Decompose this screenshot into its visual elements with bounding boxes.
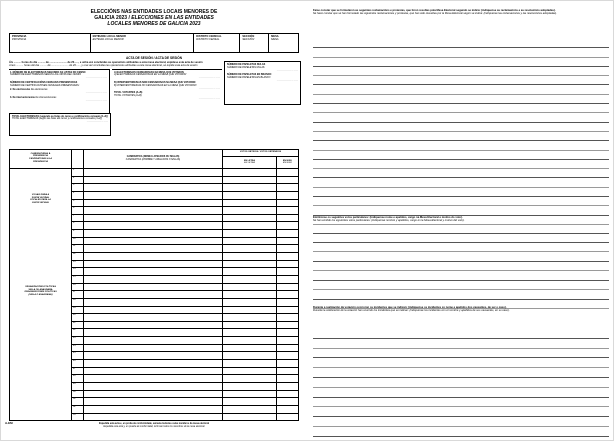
ballots-box: [224, 61, 301, 105]
row-number: 27: [72, 368, 84, 375]
ruled-line[interactable]: [313, 388, 609, 398]
votes-letters-cell[interactable]: [223, 169, 277, 176]
votes-letters-cell[interactable]: [223, 291, 277, 298]
page-title: [29, 9, 279, 28]
candidate-name-cell[interactable]: [84, 398, 223, 405]
votes-number-cell[interactable]: [277, 322, 298, 329]
votes-number-cell[interactable]: [277, 276, 298, 283]
table-row: [72, 406, 298, 414]
ruled-line[interactable]: [313, 132, 609, 141]
section-labels-column: [10, 169, 72, 420]
row-number: 14: [72, 268, 84, 275]
votes-letters-header-cell: EN LETRA EN LETRA: [223, 157, 277, 168]
ruled-line[interactable]: [313, 252, 609, 262]
votes-number-cell[interactable]: [277, 291, 298, 298]
row-number: 25: [72, 352, 84, 359]
provincia-field[interactable]: PROVINCIA PROVINCIA: [10, 34, 91, 52]
ruled-line[interactable]: [313, 378, 609, 388]
particular-votes-write-in-lines: [313, 233, 609, 309]
table-row: [72, 307, 298, 315]
votes-letters-cell[interactable]: [223, 276, 277, 283]
table-row: [72, 276, 298, 284]
candidate-name-cell[interactable]: [84, 245, 223, 252]
votes-number-cell[interactable]: [277, 368, 298, 375]
candidate-name-cell[interactable]: [84, 291, 223, 298]
votes-number-cell[interactable]: [277, 337, 298, 344]
votes-number-cell[interactable]: [277, 177, 298, 184]
votes-letters-cell[interactable]: [223, 238, 277, 245]
votes-letters-cell[interactable]: [223, 375, 277, 382]
table-row: [72, 169, 298, 177]
votes-number-cell[interactable]: [277, 245, 298, 252]
incidents-write-in-lines: [313, 329, 609, 437]
votes-number-cell[interactable]: [277, 375, 298, 382]
table-row: [72, 314, 298, 322]
ruled-line[interactable]: [313, 368, 609, 378]
votes-number-cell[interactable]: [277, 299, 298, 306]
section3-label: ORGANIZACIÓNS POLÍTICAS SIGLA OU ANAGRAMA ORGANIZACIONES POLÍTICAS (SIGLA O ANAGRAMA): [24, 286, 57, 297]
candidate-name-cell[interactable]: [84, 299, 223, 306]
row-number: 5: [72, 200, 84, 207]
votes-letters-cell[interactable]: [223, 345, 277, 352]
votes-letters-cell[interactable]: [223, 230, 277, 237]
claims-write-in-lines: [313, 39, 609, 234]
votes-letters-cell[interactable]: [223, 299, 277, 306]
electors-certs-item: 2. De electores/as De electores/as ....................: [10, 88, 107, 95]
total-voters-item: TOTAL VOTANTES (A+B) TOTAL VOTANTES (A+B) ....................: [114, 91, 220, 100]
ruled-line[interactable]: [313, 290, 609, 300]
row-number: 20: [72, 314, 84, 321]
candidate-name-cell[interactable]: [84, 284, 223, 291]
row-number: 4: [72, 192, 84, 199]
votes-number-cell[interactable]: [277, 406, 298, 413]
votes-letters-cell[interactable]: [223, 329, 277, 336]
distrito-field[interactable]: DISTRITO CENSUAL DISTRITO CENSAL: [194, 34, 240, 52]
acta-sesion-page: [7, 9, 301, 437]
votes-letters-cell[interactable]: [223, 284, 277, 291]
table-row: [72, 337, 298, 345]
votes-letters-cell[interactable]: [223, 406, 277, 413]
candidate-name-cell[interactable]: [84, 322, 223, 329]
ruled-line[interactable]: [313, 398, 609, 408]
table-row: [72, 200, 298, 208]
row-number: 15: [72, 276, 84, 283]
votes-number-cell[interactable]: [277, 360, 298, 367]
votes-number-cell[interactable]: [277, 345, 298, 352]
ruled-line[interactable]: [313, 67, 609, 76]
ruled-line[interactable]: [313, 58, 609, 67]
votes-number-cell[interactable]: [277, 398, 298, 405]
votes-number-cell[interactable]: [277, 253, 298, 260]
row-number: 19: [72, 307, 84, 314]
ruled-line[interactable]: [313, 339, 609, 349]
candidate-name-cell[interactable]: [84, 169, 223, 176]
votes-number-cell[interactable]: [277, 352, 298, 359]
total-electors-box: TOTAL ELECTORES/AS (segundo as listas do censo e certificacións censuais (1+2)) TOTAL ELECTORES/AS (según las listas del censo y certificaciones censales (1+2)) ....................: [9, 113, 111, 136]
table-row: [72, 230, 298, 238]
row-number: 32: [72, 406, 84, 413]
ruled-line[interactable]: [313, 233, 609, 243]
table-row: [72, 192, 298, 200]
table-row: [72, 391, 298, 399]
row-number: 3: [72, 184, 84, 191]
certifications-heading: NÚMERO DE CERTIFICACIÓNS CENSUAIS PRESENTADAS NÚMERO DE CERTIFICACIONES CENSALES PRESENTADAS:: [10, 80, 80, 87]
row-number: 17: [72, 291, 84, 298]
votes-number-header-cell: EN NÚM. EN NÚM.: [282, 159, 293, 165]
ruled-line[interactable]: [313, 95, 609, 104]
claims-paragraph: Faise constar que se formularon as seguintes reclamacións e protestas, que foron resoltas pola Mesa Electoral segundo se indica: (indíquense as reclamacións e as resolucións adoptadas). Se hace constar que se han formulado las siguientes reclamaciones y protestas, que han sido resueltas por la Mesa Electoral según se indica: (indíquense las reclamaciones y las resoluciones adoptadas).: [313, 9, 557, 16]
table-row: [72, 329, 298, 337]
votes-number-cell[interactable]: [277, 230, 298, 237]
row-number: 26: [72, 360, 84, 367]
row-number: 2: [72, 177, 84, 184]
ruled-line[interactable]: [313, 48, 609, 57]
ruled-line[interactable]: [313, 271, 609, 281]
votes-number-cell[interactable]: [277, 238, 298, 245]
ruled-line[interactable]: [313, 197, 609, 206]
ruled-line[interactable]: [313, 123, 609, 132]
table-row: [72, 375, 298, 383]
votes-letters-cell[interactable]: [223, 184, 277, 191]
votes-header-group: [223, 150, 298, 168]
ruled-line[interactable]: [313, 329, 609, 339]
ruled-line[interactable]: [313, 358, 609, 368]
table-row: [72, 398, 298, 406]
particular-votes-paragraph: Emitíronse os seguintes votos particulares: (indíquense nome e apelidos, cargo na Mesa Electoral e motivo do voto). Se han emitido los siguientes votos particulares: (indíquense nombre y apellidos, cargo en la Mesa Electoral y motivo del voto).: [313, 216, 465, 223]
votes-letters-cell[interactable]: [223, 200, 277, 207]
voters-counts-block: [112, 69, 222, 113]
ruled-line[interactable]: [313, 113, 609, 122]
candidate-name-cell[interactable]: [84, 261, 223, 268]
table-row: [72, 383, 298, 391]
row-number: 28: [72, 375, 84, 382]
candidate-name-cell[interactable]: [84, 352, 223, 359]
ruled-line[interactable]: [313, 39, 609, 48]
votes-number-cell[interactable]: [277, 184, 298, 191]
ruled-line[interactable]: [313, 160, 609, 169]
row-number: 10: [72, 238, 84, 245]
votes-number-cell[interactable]: [277, 284, 298, 291]
row-number-header-cell: [72, 150, 84, 168]
candidate-name-cell[interactable]: [84, 177, 223, 184]
fill-in-line[interactable]: ....................: [85, 76, 107, 80]
seccion-field[interactable]: SECCIÓN SECCIÓN: [240, 34, 269, 52]
ruled-line[interactable]: [313, 427, 609, 437]
row-number: 8: [72, 222, 84, 229]
intro-paragraph: Á/s .......... horas do día .......... de ........................ de 20......, e unha vez concluídas as operacións atribuídas a esta mesa electoral, expídese esta acta de sesión A la/s .......... horas del día .......... de ........................ de 20......, y una vez concluidas las operaciones atribuidas a esta mesa electoral, se expide esta acta de sesión: [9, 61, 203, 68]
row-number: 7: [72, 215, 84, 222]
row-number: 33: [72, 414, 84, 421]
votes-letters-cell[interactable]: [223, 391, 277, 398]
ruled-line[interactable]: [313, 349, 609, 359]
table-row: [72, 177, 298, 185]
votes-number-cell[interactable]: [277, 307, 298, 314]
table-row: [72, 414, 298, 421]
table-row: [72, 215, 298, 223]
table-row: [72, 268, 298, 276]
candidate-name-cell[interactable]: [84, 238, 223, 245]
table-row: [72, 207, 298, 215]
candidate-name-cell[interactable]: [84, 215, 223, 222]
ruled-line[interactable]: [313, 206, 609, 215]
row-number: 22: [72, 329, 84, 336]
entidade-local-field[interactable]: ENTIDADE LOCAL MENOR ENTIDAD LOCAL MENOR: [91, 34, 195, 52]
census-counts-block: [9, 69, 110, 113]
form-code: A-EM: [5, 421, 13, 425]
votes-number-cell[interactable]: [277, 200, 298, 207]
table-row: [72, 222, 298, 230]
ruled-line[interactable]: [313, 178, 609, 187]
ruled-line[interactable]: [313, 76, 609, 85]
votes-letters-cell[interactable]: [223, 261, 277, 268]
votes-letters-cell[interactable]: [223, 307, 277, 314]
table-row: [72, 322, 298, 330]
candidate-name-cell[interactable]: [84, 368, 223, 375]
incidents-paragraph: Durante a realización da votación ocorreron os incidentes que se indican: (indíquense os incidentes co nome e apelidos dos causantes, de ser o caso). Durante la celebración de la votación han ocurrido los incidentes que se indican: (indíquense los incidentes con el nombre y apellidos de sus causantes, en su caso).: [313, 306, 510, 313]
row-number: 21: [72, 322, 84, 329]
row-number: 9: [72, 230, 84, 237]
row-number: 23: [72, 337, 84, 344]
votes-number-cell[interactable]: [277, 268, 298, 275]
candidate-name-cell[interactable]: [84, 314, 223, 321]
table-row: [72, 238, 298, 246]
table-row: [72, 184, 298, 192]
candidate-name-cell[interactable]: [84, 360, 223, 367]
votes-letters-cell[interactable]: [223, 414, 277, 421]
votes-letters-cell[interactable]: [223, 337, 277, 344]
voters-a-item: A) ELECTORES/AS CENSADOS/AS NA MESA QUE VOTARON A) ELECTORES/AS CENSADOS/AS EN LA MESA QUE VOTARON ....................: [114, 70, 220, 80]
candidate-name-header-cell: CANDIDATO/A (NOME E APELIDOS OU SIGLAS) CANDIDATO/A (NOMBRE Y APELLIDOS O SIGLAS): [84, 150, 223, 168]
votes-letters-cell[interactable]: [223, 245, 277, 252]
results-table-rows: [72, 169, 298, 420]
row-number: 31: [72, 398, 84, 405]
table-row: [72, 360, 298, 368]
candidate-name-cell[interactable]: [84, 414, 223, 421]
votes-number-cell[interactable]: [277, 414, 298, 421]
fill-in-line[interactable]: ....................: [85, 91, 107, 95]
ruled-line[interactable]: [313, 141, 609, 150]
votes-number-cell[interactable]: [277, 329, 298, 336]
fill-in-line[interactable]: ....................: [198, 96, 220, 100]
votes-letters-cell[interactable]: [223, 222, 277, 229]
table-row: [72, 345, 298, 353]
conformity-footnote: Expedida esta acta e, en proba de conformidade, asínana todos/as os/as membros da mesa electoral Expedida esta acta y, en prueba de conformidad, la firman todos los miembros de la mesa electoral: [98, 423, 210, 428]
votes-letters-cell[interactable]: [223, 215, 277, 222]
title-line-1: ELECCIÓNS NAS ENTIDADES LOCAIS MENORES DE: [90, 9, 218, 15]
candidate-name-cell[interactable]: [84, 375, 223, 382]
votes-number-cell[interactable]: [277, 222, 298, 229]
candidate-name-cell[interactable]: [84, 192, 223, 199]
ruled-line[interactable]: [313, 407, 609, 417]
candidate-name-cell[interactable]: [84, 406, 223, 413]
table-row: [72, 291, 298, 299]
fill-in-line[interactable]: ....................: [198, 76, 220, 80]
ruled-line[interactable]: [313, 85, 609, 94]
ruled-line[interactable]: [313, 104, 609, 113]
candidate-name-cell[interactable]: [84, 268, 223, 275]
row-number: 16: [72, 284, 84, 291]
table-row: [72, 284, 298, 292]
fill-in-line[interactable]: ....................: [276, 79, 298, 83]
location-header-table: [9, 33, 299, 53]
votes-number-cell[interactable]: [277, 192, 298, 199]
mesa-field[interactable]: MESA MESA: [271, 35, 279, 42]
votes-number-cell[interactable]: [277, 391, 298, 398]
ruled-line[interactable]: [313, 188, 609, 197]
candidate-name-cell[interactable]: [84, 345, 223, 352]
votes-letters-cell[interactable]: [223, 383, 277, 390]
votes-letters-cell[interactable]: [223, 368, 277, 375]
votes-number-cell[interactable]: [277, 215, 298, 222]
ruled-line[interactable]: [313, 262, 609, 272]
candidate-name-cell[interactable]: [84, 383, 223, 390]
votes-group-label: VOTOS OBTIDOS / VOTOS OBTENIDOS: [223, 150, 298, 157]
observations-page: [313, 9, 609, 437]
votes-number-cell[interactable]: [277, 261, 298, 268]
table-row: [72, 261, 298, 269]
candidate-name-cell[interactable]: [84, 329, 223, 336]
votes-letters-cell[interactable]: [223, 268, 277, 275]
votes-letters-cell[interactable]: [223, 352, 277, 359]
candidate-name-cell[interactable]: [84, 200, 223, 207]
results-table-header: [10, 150, 298, 169]
row-number: 6: [72, 207, 84, 214]
table-row: [72, 299, 298, 307]
votes-letters-cell[interactable]: [223, 253, 277, 260]
ruled-line[interactable]: [313, 417, 609, 427]
votes-number-cell[interactable]: [277, 169, 298, 176]
title-line-2: GALICIA 2023 / ELECCIONES EN LAS ENTIDADES: [94, 15, 214, 22]
voters-b-item: B) INTERVENTORES/AS NON CENSADOS/AS NA MESA QUE VOTARON B) INTERVENTORES/AS NO CENSADOS/AS EN LA MESA QUE VOTARON ....................: [114, 80, 220, 90]
results-table: [9, 149, 299, 421]
interventors-certs-item: 3. De interventores/as De interventores/as ....................: [10, 95, 107, 102]
row-number: 13: [72, 261, 84, 268]
fill-in-line[interactable]: ....................: [85, 98, 107, 102]
votes-letters-cell[interactable]: [223, 177, 277, 184]
candidate-name-cell[interactable]: [84, 276, 223, 283]
votes-letters-cell[interactable]: [223, 322, 277, 329]
row-number: 12: [72, 253, 84, 260]
row-number: 11: [72, 245, 84, 252]
row-number: 24: [72, 345, 84, 352]
acta-sesion-heading: ACTA DE SESIÓN / ACTA DE SESIÓN: [125, 56, 183, 60]
electors-census-item: 1. NÚMERO DE ELECTORES/AS SEGUNDO AS LISTAS DO CENSO NÚMERO DE ELECTORES/AS SEGÚN LAS LISTAS DEL CENSO ....................: [10, 70, 107, 80]
candidate-name-cell[interactable]: [84, 253, 223, 260]
votes-letters-cell[interactable]: [223, 207, 277, 214]
fill-in-line[interactable]: ....................: [276, 68, 298, 72]
candidate-name-cell[interactable]: [84, 230, 223, 237]
votes-letters-cell[interactable]: [223, 398, 277, 405]
votes-letters-cell[interactable]: [223, 360, 277, 367]
candidate-name-cell[interactable]: [84, 222, 223, 229]
table-row: [72, 253, 298, 261]
ruled-line[interactable]: [313, 151, 609, 160]
table-row: [72, 368, 298, 376]
row-number: 30: [72, 391, 84, 398]
fill-in-line[interactable]: ....................: [198, 86, 220, 90]
votes-number-cell[interactable]: [277, 207, 298, 214]
votes-letters-cell[interactable]: [223, 314, 277, 321]
section1-header-cell: CANDIDATURAS Á PRESIDENCIA CANDIDATURAS A LA PRESIDENCIA: [10, 150, 72, 168]
table-row: [72, 245, 298, 253]
fill-in-line[interactable]: ....................: [86, 120, 108, 124]
votes-number-cell[interactable]: [277, 383, 298, 390]
row-number: 29: [72, 383, 84, 390]
table-row: [72, 352, 298, 360]
ruled-line[interactable]: [313, 243, 609, 253]
row-number: 1: [72, 169, 84, 176]
candidate-name-cell[interactable]: [84, 391, 223, 398]
candidate-name-cell[interactable]: [84, 184, 223, 191]
row-number: 18: [72, 299, 84, 306]
candidate-name-cell[interactable]: [84, 207, 223, 214]
votes-letters-cell[interactable]: [223, 192, 277, 199]
blank-ballots-item: NÚMERO DE PAPELETAS EN BRANCO NÚMERO DE PAPELETAS EN BLANCO ....................: [227, 73, 298, 83]
ruled-line[interactable]: [313, 281, 609, 291]
ruled-line[interactable]: [313, 169, 609, 178]
title-line-3: LOCALES MENORES DE GALICIA 2023: [107, 21, 201, 28]
candidate-name-cell[interactable]: [84, 307, 223, 314]
votes-number-cell[interactable]: [277, 314, 298, 321]
null-ballots-item: NÚMERO DE PAPELETAS NULAS NÚMERO DE PAPELETAS NULAS ....................: [227, 63, 298, 72]
section2-label: VOGAIS PARA A XUNTA VECIÑAL VOCALES PARA LA JUNTA VECINAL: [30, 194, 51, 205]
candidate-name-cell[interactable]: [84, 337, 223, 344]
